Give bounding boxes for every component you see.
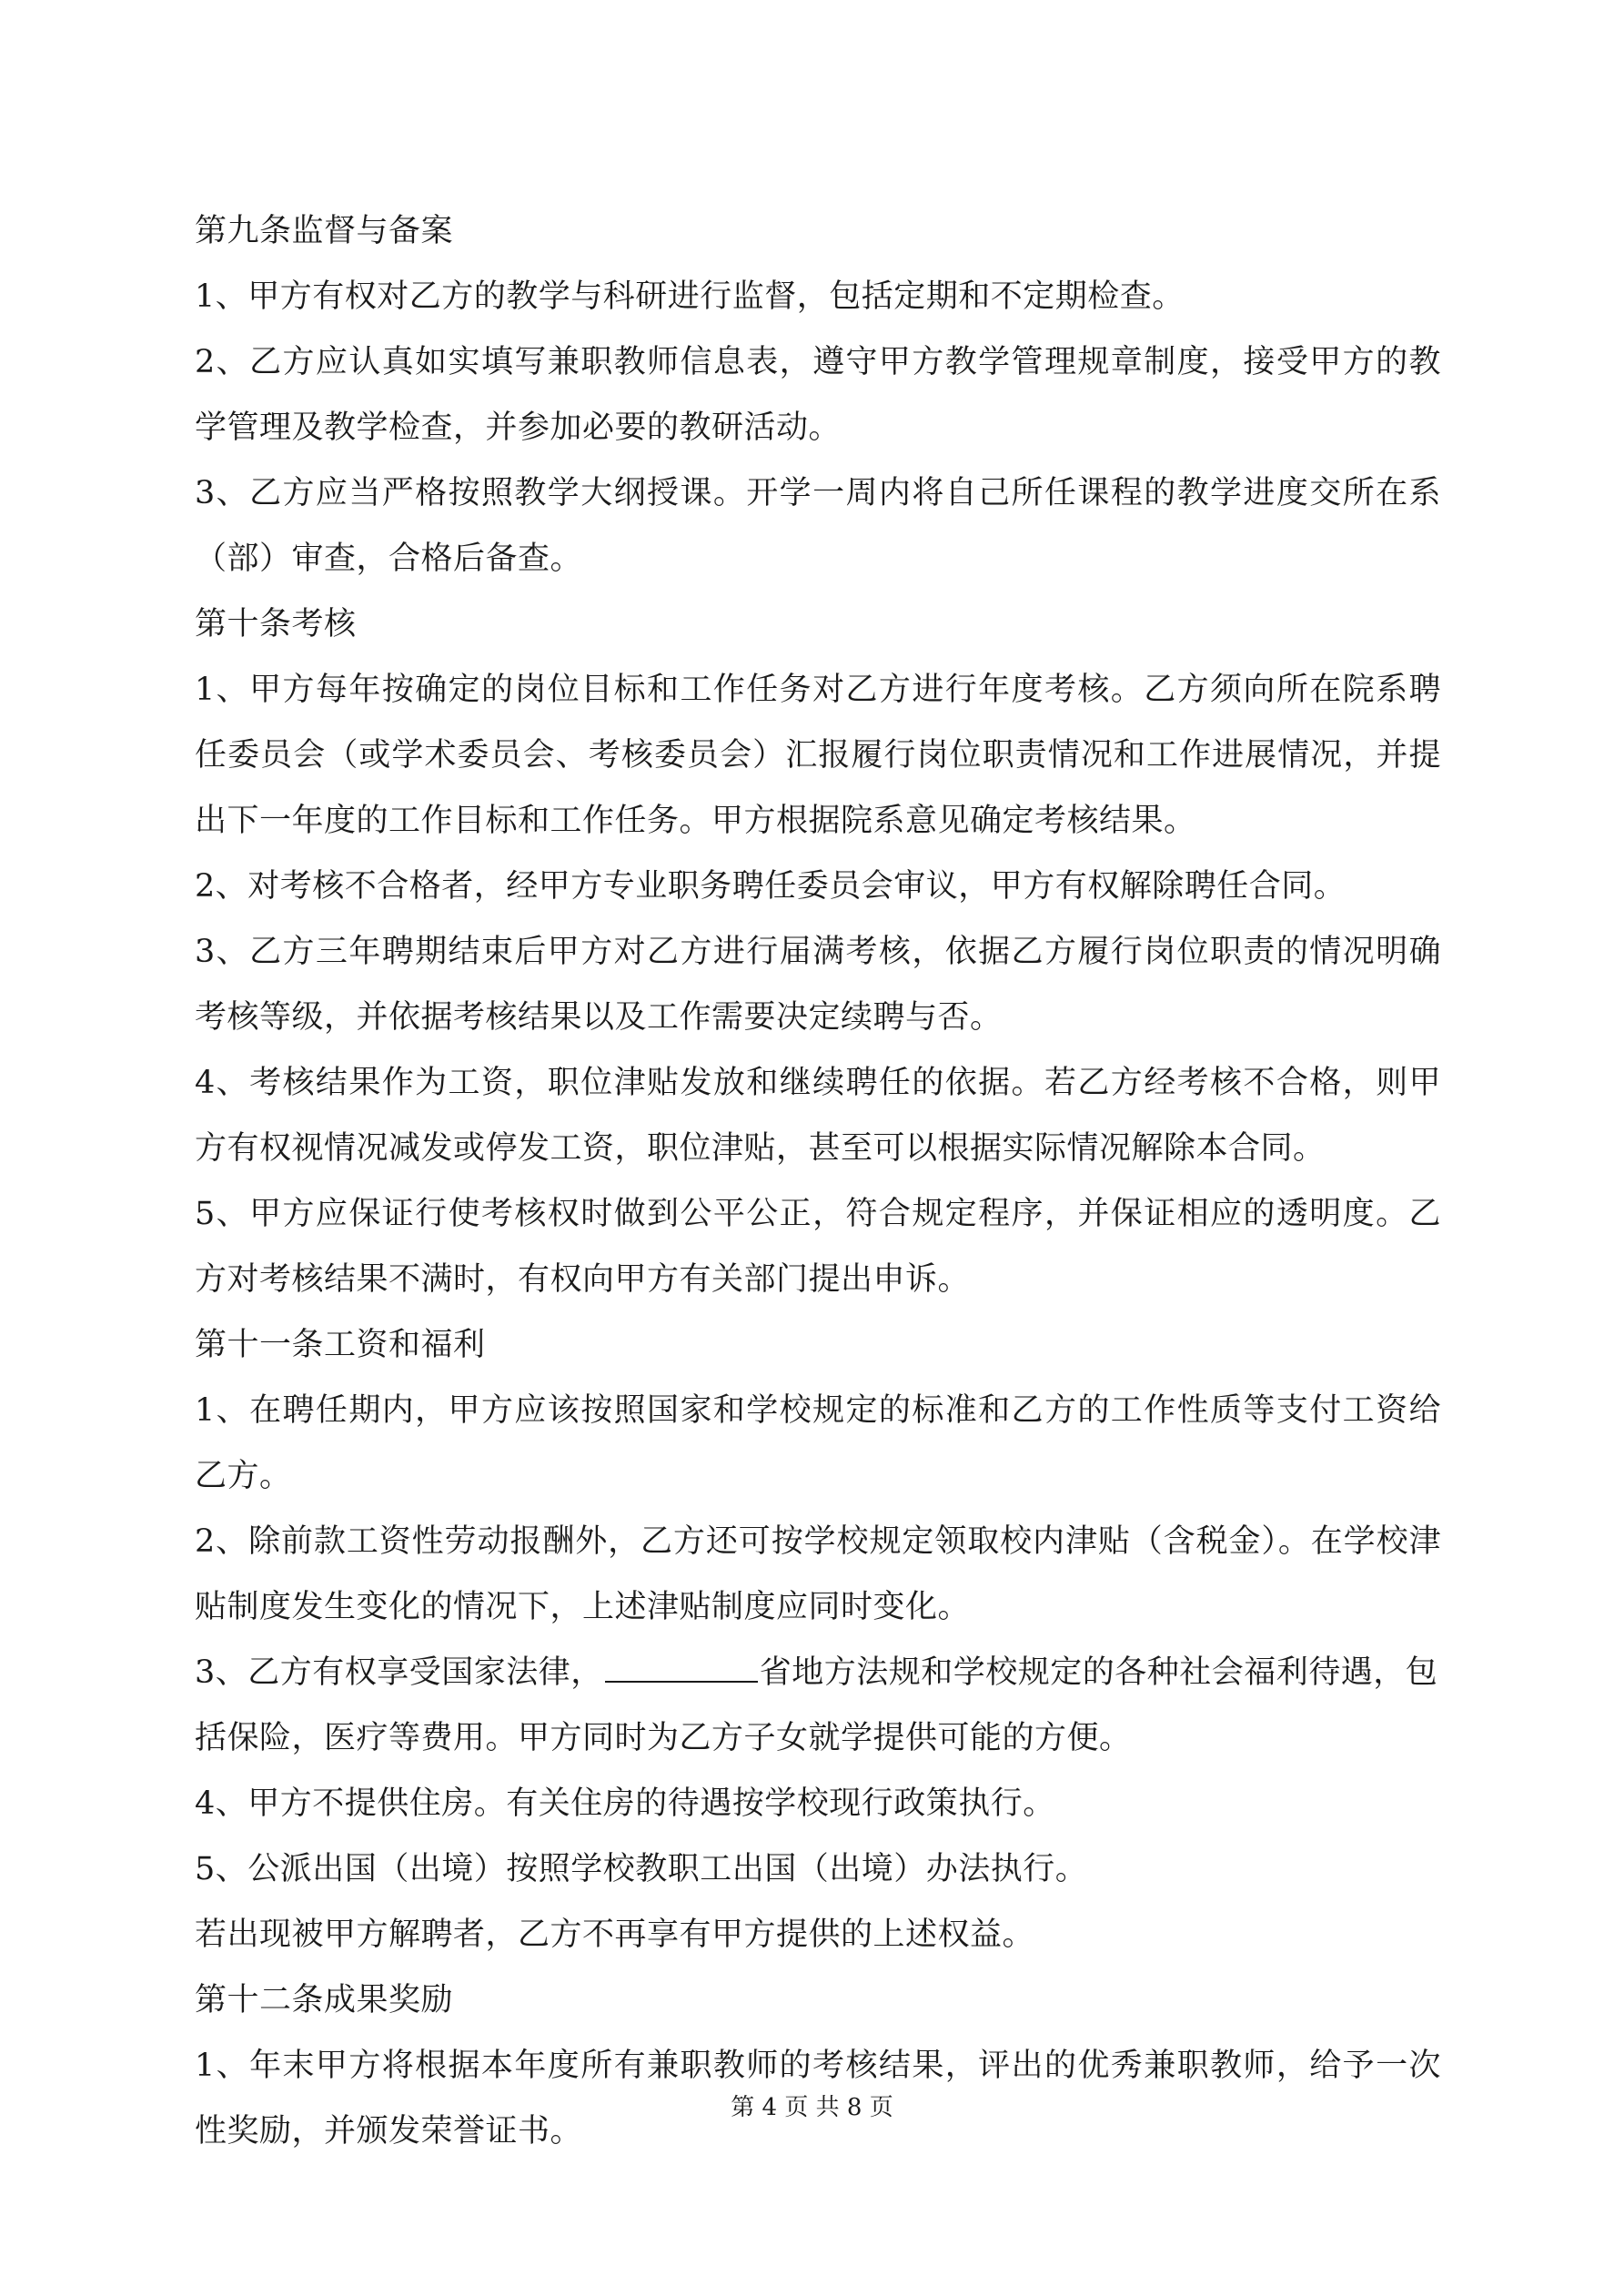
section-heading-11: 第十一条工资和福利 [195,1327,486,1363]
section-heading-9: 第九条监督与备案 [195,213,454,249]
section-heading-12: 第十二条成果奖励 [195,1982,454,2018]
paragraph-line: 2、乙方应认真如实填写兼职教师信息表，遵守甲方教学管理规章制度，接受甲方的教 [195,344,1441,380]
paragraph-line: 2、对考核不合格者，经甲方专业职务聘任委员会审议，甲方有权解除聘任合同。 [195,868,1347,905]
paragraph-line: 任委员会（或学术委员会、考核委员会）汇报履行岗位职责情况和工作进展情况，并提 [195,737,1441,774]
paragraph-line: 4、考核结果作为工资，职位津贴发放和继续聘任的依据。若乙方经考核不合格，则甲 [195,1065,1441,1101]
paragraph-line: 1、甲方有权对乙方的教学与科研进行监督，包括定期和不定期检查。 [195,278,1185,315]
paragraph-line: 学管理及教学检查，并参加必要的教研活动。 [195,410,842,446]
paragraph-line: 考核等级，并依据考核结果以及工作需要决定续聘与否。 [195,999,1003,1036]
paragraph-line-with-blank [195,1640,1441,1705]
welfare-line-start: 3、乙方有权享受国家法律， [195,1654,603,1691]
paragraph-line: 1、甲方每年按确定的岗位目标和工作任务对乙方进行年度考核。乙方须向所在院系聘 [195,672,1441,708]
fill-in-blank [605,1654,758,1683]
welfare-line-end: 省地方法规和学校规定的各种社会福利待遇，包 [759,1654,1438,1691]
paragraph-line: 性奖励，并颁发荣誉证书。 [195,2113,583,2149]
paragraph-line: 5、公派出国（出境）按照学校教职工出国（出境）办法执行。 [195,1851,1088,1887]
paragraph-line: 1、在聘任期内，甲方应该按照国家和学校规定的标准和乙方的工作性质等支付工资给 [195,1392,1441,1429]
paragraph-line: 方有权视情况减发或停发工资，职位津贴，甚至可以根据实际情况解除本合同。 [195,1130,1326,1167]
paragraph-line: 括保险，医疗等费用。甲方同时为乙方子女就学提供可能的方便。 [195,1720,1132,1756]
paragraph-line: 3、乙方三年聘期结束后甲方对乙方进行届满考核，依据乙方履行岗位职责的情况明确 [195,934,1441,970]
paragraph-line: 贴制度发生变化的情况下，上述津贴制度应同时变化。 [195,1589,971,1625]
paragraph-line: 1、年末甲方将根据本年度所有兼职教师的考核结果，评出的优秀兼职教师，给予一次 [195,2048,1441,2084]
page-number-footer: 第 4 页 共 8 页 [731,2094,893,2121]
paragraph-line: 若出现被甲方解聘者，乙方不再享有甲方提供的上述权益。 [195,1917,1035,1953]
paragraph-line: 4、甲方不提供住房。有关住房的待遇按学校现行政策执行。 [195,1785,1055,1822]
paragraph-line: （部）审查，合格后备查。 [195,541,583,577]
paragraph-line: 出下一年度的工作目标和工作任务。甲方根据院系意见确定考核结果。 [195,803,1196,839]
paragraph-line: 方对考核结果不满时，有权向甲方有关部门提出申诉。 [195,1261,971,1298]
paragraph-line: 2、除前款工资性劳动报酬外，乙方还可按学校规定领取校内津贴（含税金）。在学校津 [195,1523,1441,1560]
paragraph-line: 5、甲方应保证行使考核权时做到公平公正，符合规定程序，并保证相应的透明度。乙 [195,1196,1441,1232]
paragraph-line: 乙方。 [195,1458,292,1494]
paragraph-line: 3、乙方应当严格按照教学大纲授课。开学一周内将自己所任课程的教学进度交所在系 [195,475,1441,511]
section-heading-10: 第十条考核 [195,606,357,642]
document-body [195,198,1441,2164]
